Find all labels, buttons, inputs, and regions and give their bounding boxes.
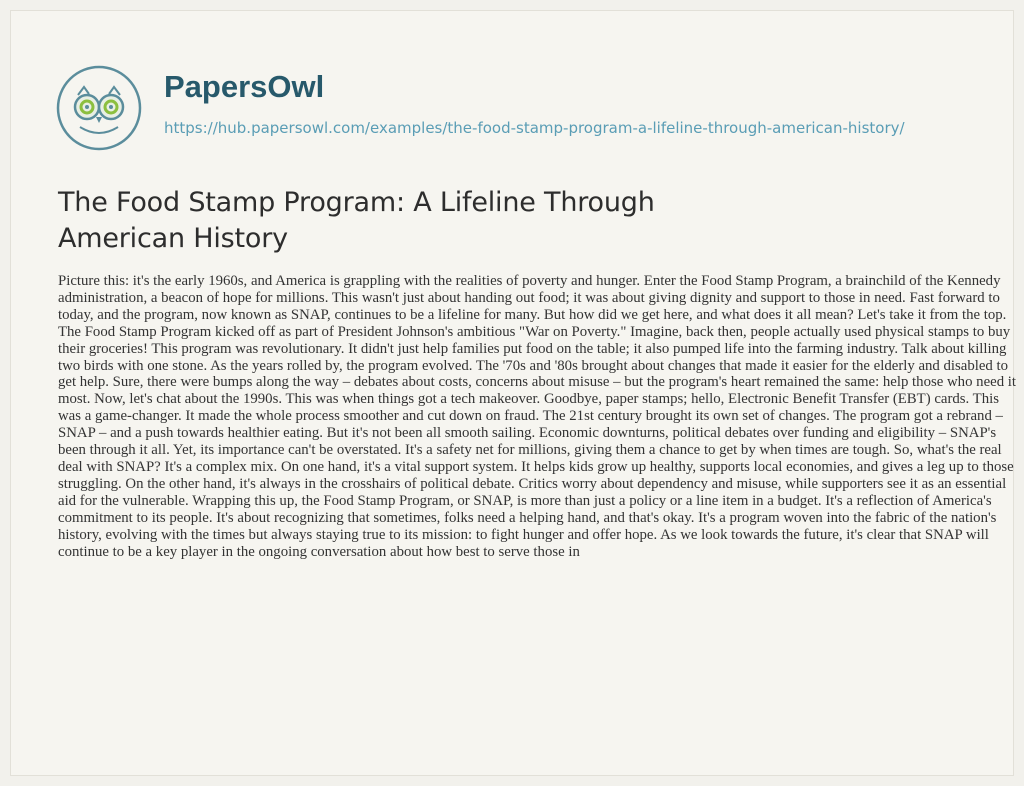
document-page	[10, 10, 1017, 776]
source-url-link[interactable]: https://hub.papersowl.com/examples/the-food-stamp-program-a-lifeline-through-american-history/	[164, 119, 905, 137]
article-body: Picture this: it's the early 1960s, and America is grappling with the realities of poverty and hunger. Enter the Food Stamp Program, a brainchild of the Kennedy administration, a beacon of hope for millions. This wasn't just about handing out food; it was about giving dignity and support to those in need. Fast forward to today, and the program, now known as SNAP, continues to be a lifeline for many. But how did we get here, and what does it all mean? Let's take it from the top. The Food Stamp Program kicked off as part of President Johnson's ambitious "War on Poverty." Imagine, back then, people actually used physical stamps to buy their groceries! This program was revolutionary. It didn't just help families put food on the table; it also pumped life into the farming industry. Talk about killing two birds with one stone. As the years rolled by, the program evolved. The '70s and '80s brought about changes that made it easier for the elderly and disabled to get help. Sure, there were bumps along the way – debates about costs, concerns about misuse – but the program's heart remained the same: help those who need it most. Now, let's chat about the 1990s. This was when things got a tech makeover. Goodbye, paper stamps; hello, Electronic Benefit Transfer (EBT) cards. This was a game-changer. It made the whole process smoother and cut down on fraud. The 21st century brought its own set of changes. The program got a rebrand – SNAP – and a push towards healthier eating. But it's not been all smooth sailing. Economic downturns, political debates over funding and eligibility – SNAP's been through it all. Yet, its importance can't be overstated. It's a safety net for millions, giving them a chance to get by when times are tough. So, what's the real deal with SNAP? It's a complex mix. On one hand, it's a vital support system. It helps kids grow up healthy, supports local economies, and gives a leg up to those struggling. On the other hand, it's always in the crosshairs of political debate. Critics worry about dependency and misuse, while supporters see it as an essential aid for the vulnerable. Wrapping this up, the Food Stamp Program, or SNAP, is more than just a policy or a line item in a budget. It's a reflection of America's commitment to its people. It's about recognizing that sometimes, folks need a helping hand, and that's okay. It's a program woven into the fabric of the nation's history, evolving with the times but always staying true to its mission: to fight hunger and offer hope. As we look towards the future, it's clear that SNAP will continue to be a key player in the ongoing conversation about how best to serve those in	[58, 273, 1017, 560]
brand-name: PapersOwl	[164, 69, 325, 104]
header	[11, 11, 1013, 171]
owl-icon	[56, 65, 142, 151]
article-title: The Food Stamp Program: A Lifeline Through American History	[58, 187, 655, 254]
